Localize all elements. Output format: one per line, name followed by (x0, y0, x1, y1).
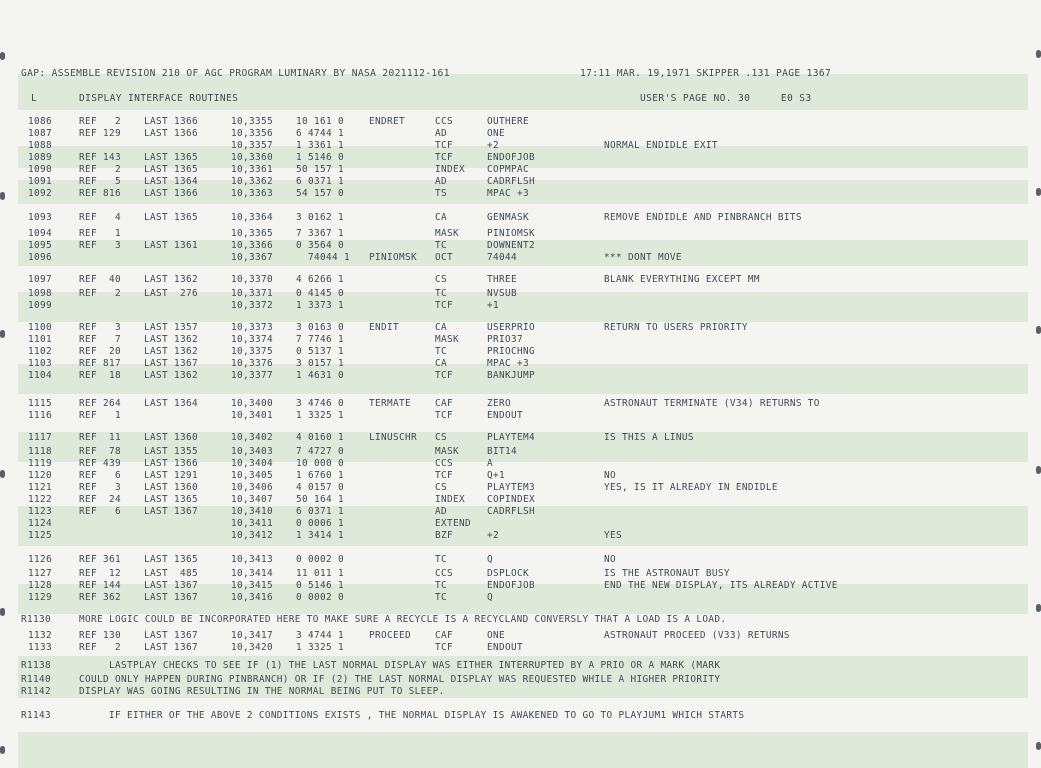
ref-count: REF 2 (79, 116, 121, 127)
octal-word: 1 3325 1 (296, 410, 344, 421)
operand: PLAYTEM4 (487, 432, 535, 443)
header-mark: L (31, 93, 38, 104)
ref-count: REF 816 (79, 188, 121, 199)
ref-count: REF 3 (79, 322, 121, 333)
symbol-label: PINIOMSK (369, 252, 417, 263)
tractor-hole (0, 746, 5, 754)
operand: OUTHERE (487, 116, 529, 127)
comment: IS THE ASTRONAUT BUSY (604, 568, 730, 579)
line-number: 1088 (28, 140, 52, 151)
operand: A (487, 458, 493, 469)
remark-number: R1138 (21, 660, 51, 671)
octal-word: 10 161 0 (296, 116, 344, 127)
tractor-hole (0, 470, 5, 478)
line-number: 1125 (28, 530, 52, 541)
address: 10,3414 (231, 568, 273, 579)
ref-count: REF 11 (79, 432, 121, 443)
operand: COPMPAC (487, 164, 529, 175)
tractor-hole (0, 330, 5, 338)
comment: NO (604, 554, 616, 565)
header-timestamp-page: 17:11 MAR. 19,1971 SKIPPER .131 PAGE 1367 (580, 68, 832, 79)
address: 10,3356 (231, 128, 273, 139)
line-number: 1121 (28, 482, 52, 493)
opcode: TC (435, 554, 447, 565)
line-number: 1097 (28, 274, 52, 285)
octal-word: 74044 1 (296, 252, 350, 263)
ref-count: REF 7 (79, 334, 121, 345)
comment: REMOVE ENDIDLE AND PINBRANCH BITS (604, 212, 802, 223)
ref-count: REF 18 (79, 370, 121, 381)
address: 10,3412 (231, 530, 273, 541)
opcode: CCS (435, 116, 453, 127)
line-number: 1098 (28, 288, 52, 299)
address: 10,3375 (231, 346, 273, 357)
opcode: TC (435, 288, 447, 299)
tractor-hole (1036, 466, 1041, 474)
octal-word: 50 164 1 (296, 494, 344, 505)
header-section-title: DISPLAY INTERFACE ROUTINES (79, 93, 239, 104)
ref-count: REF 12 (79, 568, 121, 579)
last-ref: LAST 485 (144, 568, 198, 579)
address: 10,3357 (231, 140, 273, 151)
last-ref: LAST 1357 (144, 322, 198, 333)
tractor-hole (0, 192, 5, 200)
address: 10,3416 (231, 592, 273, 603)
address: 10,3362 (231, 176, 273, 187)
octal-word: 4 6266 1 (296, 274, 344, 285)
last-ref: LAST 1362 (144, 346, 198, 357)
octal-word: 3 0163 0 (296, 322, 344, 333)
last-ref: LAST 1366 (144, 116, 198, 127)
octal-word: 0 5146 1 (296, 580, 344, 591)
header-assembly-line: GAP: ASSEMBLE REVISION 210 OF AGC PROGRAM LUMINARY BY NASA 2021112-161 (21, 68, 450, 79)
opcode: TCF (435, 410, 453, 421)
opcode: TCF (435, 470, 453, 481)
last-ref: LAST 1365 (144, 554, 198, 565)
operand: CADRFLSH (487, 176, 535, 187)
line-number: 1126 (28, 554, 52, 565)
last-ref: LAST 1367 (144, 506, 198, 517)
operand: 74044 (487, 252, 517, 263)
operand: +2 (487, 140, 499, 151)
octal-word: 1 3373 1 (296, 300, 344, 311)
operand: PRIO37 (487, 334, 523, 345)
line-number: 1093 (28, 212, 52, 223)
address: 10,3361 (231, 164, 273, 175)
tractor-hole (1036, 604, 1041, 612)
line-number: 1128 (28, 580, 52, 591)
ref-count: REF 2 (79, 288, 121, 299)
last-ref: LAST 1366 (144, 188, 198, 199)
opcode: INDEX (435, 494, 465, 505)
line-number: 1094 (28, 228, 52, 239)
tractor-hole (1036, 742, 1041, 750)
ref-count: REF 3 (79, 240, 121, 251)
opcode: MASK (435, 334, 459, 345)
opcode: CA (435, 212, 447, 223)
octal-word: 50 157 1 (296, 164, 344, 175)
symbol-label: PROCEED (369, 630, 411, 641)
opcode: TC (435, 346, 447, 357)
line-number: 1120 (28, 470, 52, 481)
operand: NVSUB (487, 288, 517, 299)
operand: COPINDEX (487, 494, 535, 505)
comment: NORMAL ENDIDLE EXIT (604, 140, 718, 151)
greenbar-band (18, 732, 1028, 768)
line-number: 1122 (28, 494, 52, 505)
comment: BLANK EVERYTHING EXCEPT MM (604, 274, 760, 285)
line-number: 1099 (28, 300, 52, 311)
operand: BIT14 (487, 446, 517, 457)
operand: ENDOFJOB (487, 152, 535, 163)
ref-count: REF 361 (79, 554, 121, 565)
symbol-label: ENDIT (369, 322, 399, 333)
operand: PINIOMSK (487, 228, 535, 239)
operand: GENMASK (487, 212, 529, 223)
symbol-label: ENDRET (369, 116, 405, 127)
opcode: CCS (435, 568, 453, 579)
last-ref: LAST 1364 (144, 176, 198, 187)
octal-word: 6 0371 1 (296, 176, 344, 187)
address: 10,3405 (231, 470, 273, 481)
line-number: 1102 (28, 346, 52, 357)
remark-text: COULD ONLY HAPPEN DURING PINBRANCH) OR IF (2) THE LAST NORMAL DISPLAY WAS REQUESTED WHILE A HIGHER PRIORITY (79, 674, 721, 685)
operand: +1 (487, 300, 499, 311)
last-ref: LAST 1362 (144, 274, 198, 285)
opcode: BZF (435, 530, 453, 541)
last-ref: LAST 1365 (144, 152, 198, 163)
ref-count: REF 817 (79, 358, 121, 369)
address: 10,3364 (231, 212, 273, 223)
address: 10,3402 (231, 432, 273, 443)
tractor-hole (1036, 50, 1041, 58)
comment: NO (604, 470, 616, 481)
last-ref: LAST 1367 (144, 642, 198, 653)
opcode: TCF (435, 300, 453, 311)
ref-count: REF 264 (79, 398, 121, 409)
operand: THREE (487, 274, 517, 285)
last-ref: LAST 1360 (144, 482, 198, 493)
opcode: TC (435, 592, 447, 603)
operand: DSPLOCK (487, 568, 529, 579)
line-number: 1090 (28, 164, 52, 175)
opcode: CAF (435, 398, 453, 409)
opcode: MASK (435, 228, 459, 239)
line-number: 1101 (28, 334, 52, 345)
comment: YES, IS IT ALREADY IN ENDIDLE (604, 482, 778, 493)
line-number: 1087 (28, 128, 52, 139)
remark-text: LASTPLAY CHECKS TO SEE IF (1) THE LAST NORMAL DISPLAY WAS EITHER INTERRUPTED BY A PRIO OR A MARK (MARK (79, 660, 721, 671)
tractor-hole (1036, 326, 1041, 334)
address: 10,3372 (231, 300, 273, 311)
operand: Q (487, 592, 493, 603)
remark-number: R1143 (21, 710, 51, 721)
last-ref: LAST 1355 (144, 446, 198, 457)
comment: END THE NEW DISPLAY, ITS ALREADY ACTIVE (604, 580, 838, 591)
address: 10,3366 (231, 240, 273, 251)
ref-count: REF 5 (79, 176, 121, 187)
ref-count: REF 129 (79, 128, 121, 139)
operand: MPAC +3 (487, 188, 529, 199)
address: 10,3417 (231, 630, 273, 641)
comment: YES (604, 530, 622, 541)
address: 10,3377 (231, 370, 273, 381)
last-ref: LAST 1366 (144, 128, 198, 139)
last-ref: LAST 1365 (144, 212, 198, 223)
octal-word: 1 6760 1 (296, 470, 344, 481)
address: 10,3374 (231, 334, 273, 345)
comment: *** DONT MOVE (604, 252, 682, 263)
line-number: 1095 (28, 240, 52, 251)
address: 10,3407 (231, 494, 273, 505)
opcode: AD (435, 176, 447, 187)
line-number: 1115 (28, 398, 52, 409)
address: 10,3406 (231, 482, 273, 493)
operand: +2 (487, 530, 499, 541)
tractor-hole (1036, 188, 1041, 196)
opcode: CCS (435, 458, 453, 469)
octal-word: 10 000 0 (296, 458, 344, 469)
line-number: 1124 (28, 518, 52, 529)
octal-word: 1 3325 1 (296, 642, 344, 653)
line-number: 1100 (28, 322, 52, 333)
ref-count: REF 144 (79, 580, 121, 591)
operand: PLAYTEM3 (487, 482, 535, 493)
line-number: 1086 (28, 116, 52, 127)
octal-word: 4 0157 0 (296, 482, 344, 493)
line-number: 1116 (28, 410, 52, 421)
last-ref: LAST 1291 (144, 470, 198, 481)
address: 10,3411 (231, 518, 273, 529)
opcode: CA (435, 322, 447, 333)
last-ref: LAST 1367 (144, 630, 198, 641)
symbol-label: TERMATE (369, 398, 411, 409)
octal-word: 6 4744 1 (296, 128, 344, 139)
octal-word: 0 0006 1 (296, 518, 344, 529)
ref-count: REF 20 (79, 346, 121, 357)
line-number: 1119 (28, 458, 52, 469)
operand: ENDOFJOB (487, 580, 535, 591)
octal-word: 6 0371 1 (296, 506, 344, 517)
address: 10,3404 (231, 458, 273, 469)
line-number: 1132 (28, 630, 52, 641)
line-number: 1092 (28, 188, 52, 199)
line-number: 1127 (28, 568, 52, 579)
address: 10,3367 (231, 252, 273, 263)
opcode: OCT (435, 252, 453, 263)
opcode: CS (435, 432, 447, 443)
ref-count: REF 3 (79, 482, 121, 493)
remark-number: R1130 (21, 614, 51, 625)
last-ref: LAST 1367 (144, 592, 198, 603)
ref-count: REF 6 (79, 470, 121, 481)
ref-count: REF 78 (79, 446, 121, 457)
last-ref: LAST 276 (144, 288, 198, 299)
remark-number: R1140 (21, 674, 51, 685)
line-number: 1104 (28, 370, 52, 381)
last-ref: LAST 1362 (144, 334, 198, 345)
octal-word: 0 3564 0 (296, 240, 344, 251)
comment: RETURN TO USERS PRIORITY (604, 322, 748, 333)
octal-word: 54 157 0 (296, 188, 344, 199)
address: 10,3360 (231, 152, 273, 163)
operand: DOWNENT2 (487, 240, 535, 251)
line-number: 1103 (28, 358, 52, 369)
header-users-page: USER'S PAGE NO. 30 E0 S3 (640, 93, 812, 104)
octal-word: 4 0160 1 (296, 432, 344, 443)
octal-word: 7 7746 1 (296, 334, 344, 345)
remark-text: IF EITHER OF THE ABOVE 2 CONDITIONS EXISTS , THE NORMAL DISPLAY IS AWAKENED TO GO TO PLAYJUM1 WHICH STARTS (79, 710, 745, 721)
ref-count: REF 143 (79, 152, 121, 163)
ref-count: REF 24 (79, 494, 121, 505)
opcode: CS (435, 482, 447, 493)
ref-count: REF 4 (79, 212, 121, 223)
opcode: TCF (435, 370, 453, 381)
line-number: 1089 (28, 152, 52, 163)
operand: BANKJUMP (487, 370, 535, 381)
remark-text: DISPLAY WAS GOING RESULTING IN THE NORMAL BEING PUT TO SLEEP. (79, 686, 445, 697)
opcode: MASK (435, 446, 459, 457)
octal-word: 0 5137 1 (296, 346, 344, 357)
octal-word: 3 0157 1 (296, 358, 344, 369)
address: 10,3403 (231, 446, 273, 457)
opcode: TCF (435, 152, 453, 163)
operand: ENDOUT (487, 410, 523, 421)
last-ref: LAST 1361 (144, 240, 198, 251)
address: 10,3413 (231, 554, 273, 565)
opcode: TC (435, 240, 447, 251)
operand: CADRFLSH (487, 506, 535, 517)
address: 10,3401 (231, 410, 273, 421)
operand: PRIOCHNG (487, 346, 535, 357)
address: 10,3400 (231, 398, 273, 409)
operand: ZERO (487, 398, 511, 409)
last-ref: LAST 1360 (144, 432, 198, 443)
octal-word: 3 4744 1 (296, 630, 344, 641)
opcode: CA (435, 358, 447, 369)
ref-count: REF 1 (79, 410, 121, 421)
opcode: AD (435, 128, 447, 139)
opcode: CS (435, 274, 447, 285)
octal-word: 7 4727 0 (296, 446, 344, 457)
octal-word: 1 3361 1 (296, 140, 344, 151)
octal-word: 0 0002 0 (296, 592, 344, 603)
operand: Q (487, 554, 493, 565)
ref-count: REF 439 (79, 458, 121, 469)
ref-count: REF 1 (79, 228, 121, 239)
ref-count: REF 362 (79, 592, 121, 603)
octal-word: 1 4631 0 (296, 370, 344, 381)
ref-count: REF 6 (79, 506, 121, 517)
opcode: INDEX (435, 164, 465, 175)
line-number: 1117 (28, 432, 52, 443)
operand: ONE (487, 630, 505, 641)
last-ref: LAST 1366 (144, 458, 198, 469)
line-number: 1123 (28, 506, 52, 517)
address: 10,3370 (231, 274, 273, 285)
opcode: AD (435, 506, 447, 517)
line-number: 1118 (28, 446, 52, 457)
last-ref: LAST 1365 (144, 164, 198, 175)
comment: ASTRONAUT PROCEED (V33) RETURNS (604, 630, 790, 641)
last-ref: LAST 1367 (144, 358, 198, 369)
last-ref: LAST 1364 (144, 398, 198, 409)
ref-count: REF 40 (79, 274, 121, 285)
comment: ASTRONAUT TERMINATE (V34) RETURNS TO (604, 398, 820, 409)
address: 10,3355 (231, 116, 273, 127)
ref-count: REF 2 (79, 164, 121, 175)
opcode: TC (435, 580, 447, 591)
remark-number: R1142 (21, 686, 51, 697)
line-number: 1133 (28, 642, 52, 653)
ref-count: REF 2 (79, 642, 121, 653)
tractor-hole (0, 52, 5, 60)
opcode: EXTEND (435, 518, 471, 529)
last-ref: LAST 1365 (144, 494, 198, 505)
address: 10,3420 (231, 642, 273, 653)
address: 10,3376 (231, 358, 273, 369)
opcode: TCF (435, 642, 453, 653)
operand: USERPRIO (487, 322, 535, 333)
line-number: 1091 (28, 176, 52, 187)
address: 10,3415 (231, 580, 273, 591)
remark-text: MORE LOGIC COULD BE INCORPORATED HERE TO MAKE SURE A RECYCLE IS A RECYCLAND CONVERSLY THAT A LOAD IS A LOAD. (79, 614, 727, 625)
line-number: 1096 (28, 252, 52, 263)
address: 10,3410 (231, 506, 273, 517)
address: 10,3371 (231, 288, 273, 299)
octal-word: 1 5146 0 (296, 152, 344, 163)
operand: MPAC +3 (487, 358, 529, 369)
octal-word: 11 011 1 (296, 568, 344, 579)
opcode: TCF (435, 140, 453, 151)
symbol-label: LINUSCHR (369, 432, 417, 443)
operand: ONE (487, 128, 505, 139)
address: 10,3365 (231, 228, 273, 239)
octal-word: 0 4145 0 (296, 288, 344, 299)
opcode: TS (435, 188, 447, 199)
octal-word: 1 3414 1 (296, 530, 344, 541)
comment: IS THIS A LINUS (604, 432, 694, 443)
ref-count: REF 130 (79, 630, 121, 641)
operand: Q+1 (487, 470, 505, 481)
octal-word: 7 3367 1 (296, 228, 344, 239)
opcode: CAF (435, 630, 453, 641)
last-ref: LAST 1367 (144, 580, 198, 591)
octal-word: 3 4746 0 (296, 398, 344, 409)
address: 10,3373 (231, 322, 273, 333)
address: 10,3363 (231, 188, 273, 199)
operand: ENDOUT (487, 642, 523, 653)
last-ref: LAST 1362 (144, 370, 198, 381)
line-number: 1129 (28, 592, 52, 603)
octal-word: 0 0002 0 (296, 554, 344, 565)
tractor-hole (0, 608, 5, 616)
octal-word: 3 0162 1 (296, 212, 344, 223)
